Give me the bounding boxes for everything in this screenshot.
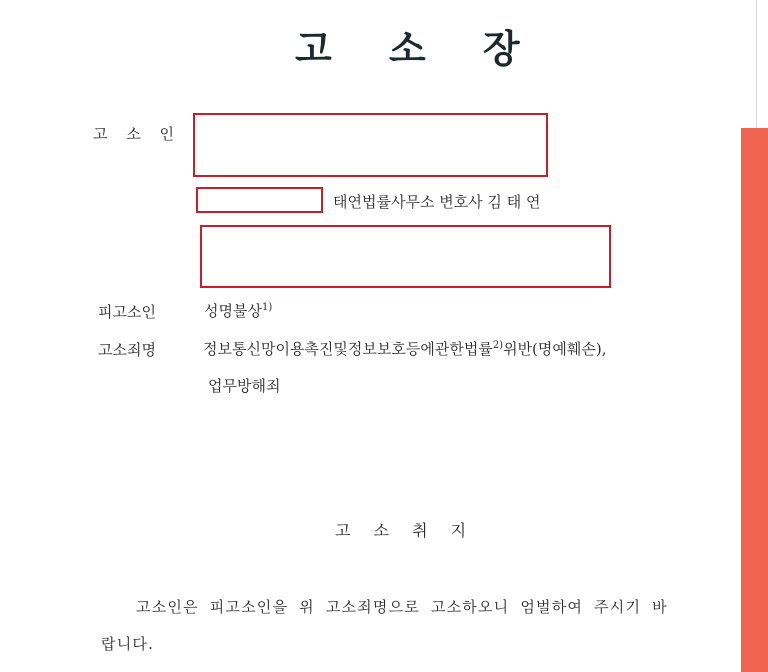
charge-law-name: 정보통신망이용촉진및정보보호등에관한법률 [203, 340, 493, 358]
redacted-complainant-address [200, 225, 611, 288]
charge-line-2: 업무방해죄 [208, 377, 281, 395]
purpose-text-line-2: 랍니다. [101, 635, 155, 653]
footnote-marker-1: 1) [261, 302, 273, 313]
redacted-attorney-prefix [196, 187, 323, 213]
purpose-heading: 고 소 취 지 [335, 521, 476, 540]
attorney-info: 태연법률사무소 변호사 김 태 연 [333, 193, 541, 211]
document-title: 고 소 장 [295, 26, 542, 71]
footnote-marker-2: 2) [492, 340, 504, 351]
charge-label: 고소죄명 [98, 341, 156, 359]
purpose-text-line-1: 고소인은 피고소인을 위 고소죄명으로 고소하오니 엄벌하여 주시기 바 [136, 598, 668, 616]
charge-line-1 [203, 338, 607, 359]
complainant-label: 고 소 인 [93, 125, 182, 143]
accused-label: 피고소인 [98, 303, 156, 321]
charge-violation: 위반(명예훼손), [503, 340, 607, 358]
accused-value [204, 300, 272, 321]
redacted-complainant-name [193, 113, 548, 177]
accused-name: 성명불상 [204, 302, 262, 320]
side-tab [741, 128, 768, 672]
